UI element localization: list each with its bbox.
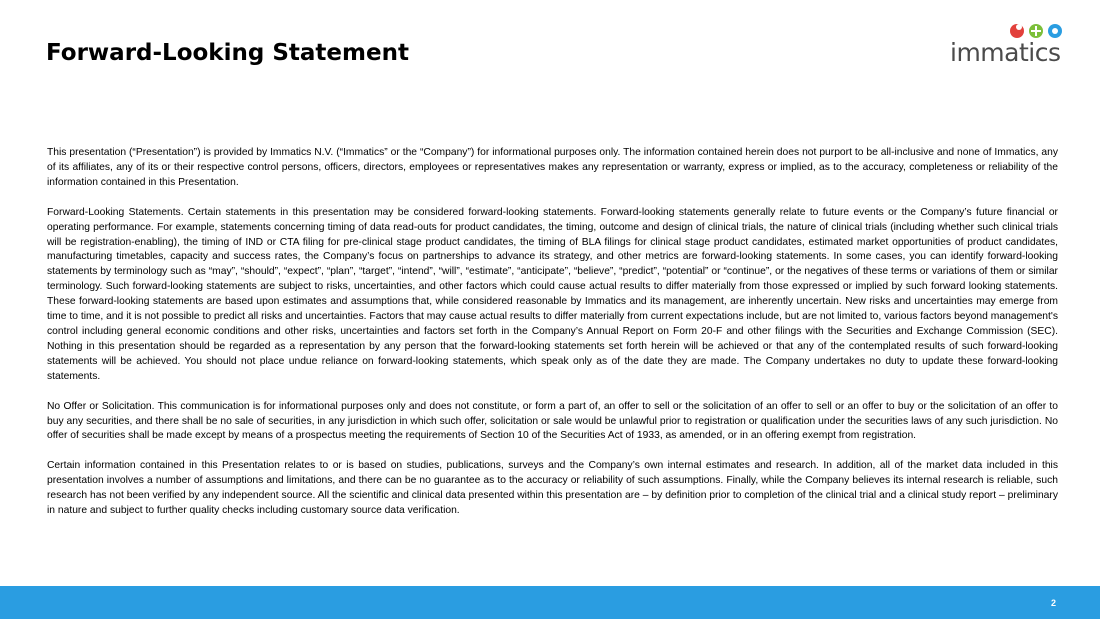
logo-text: immatics (950, 38, 1061, 67)
slide-title: Forward-Looking Statement (46, 40, 409, 66)
paragraph-market-data: Certain information contained in this Presentation relates to or is based on studies, publications, surveys and the Company’s own internal estimates and research. In addition, all of the market data included in this presentation involves a number of assumptions and limitations, and there can be no guarantee as to the accuracy or reliability of such assumptions. Finally, while the Company believes its internal research is reliable, such research has not been verified by any independent source. All the scientific and clinical data presented within this presentation are – by definition prior to completion of the clinical trial and a clinical study report – preliminary in nature and subject to further quality checks including customary source data verification. (47, 460, 1058, 517)
paragraph-forward-looking: Forward-Looking Statements. Certain statements in this presentation may be considered forward-looking statements. Forward-looking statements generally relate to future events or the Company’s future financial or operating performance. For example, statements concerning timing of data read-outs for product candidates, the timing, outcome and design of clinical trials, the nature of clinical trials (including whether such clinical trials will be registration-enabling), the timing of IND or CTA filing for pre-clinical stage product candidates, the timing of BLA filings for clinical stage product candidates, estimated market opportunities of product candidates, manufacturing timetables, capacity and success rates, the Company’s focus on partnerships to advance its strategy, and other metrics are forward-looking statements. In some cases, you can identify forward-looking statements by terminology such as “may”, “should”, “expect”, “plan”, “target”, “intend”, “will”, “estimate”, “anticipate”, “believe”, “predict”, “potential” or “continue”, or the negatives of these terms or variations of them or similar terminology. Such forward-looking statements are subject to risks, uncertainties, and other factors which could cause actual results to differ materially from those expressed or implied by such forward looking statements. These forward-looking statements are based upon estimates and assumptions that, while considered reasonable by Immatics and its management, are inherently uncertain. New risks and uncertainties may emerge from time to time, and it is not possible to predict all risks and uncertainties. Factors that may cause actual results to differ materially from current expectations include, but are not limited to, various factors beyond management's control including general economic conditions and other risks, uncertainties and factors set forth in the Company’s Annual Report on Form 20-F and other filings with the Securities and Exchange Commission (SEC). Nothing in this presentation should be regarded as a representation by any person that the forward-looking statements set forth herein will be achieved or that any of the contemplated results of such forward-looking statements will be achieved. You should not place undue reliance on forward-looking statements, which speak only as of the date they are made. The Company undertakes no duty to update these forward-looking statements. (47, 206, 1058, 382)
paragraph-no-offer: No Offer or Solicitation. This communication is for informational purposes only and does not constitute, or form a part of, an offer to sell or the solicitation of an offer to sell or an offer to buy or the solicitation of an offer to buy any securities, and there shall be no sale of securities, in any jurisdiction in which such offer, solicitation or sale would be unlawful prior to registration or qualification under the securities laws of any such jurisdiction. No offer of securities shall be made except by means of a prospectus meeting the requirements of Section 10 of the Securities Act of 1933, as amended, or in an offering exempt from registration. (47, 400, 1058, 442)
company-logo (950, 22, 1068, 68)
paragraph-intro: This presentation (“Presentation”) is provided by Immatics N.V. (“Immatics” or the “Company”) for informational purposes only. The information contained herein does not purport to be all-inclusive and none of Immatics, any of its affiliates, any of its or their respective control persons, officers, directors, employees or representatives makes any representation or warranty, express or implied, as to the accuracy, completeness or reliability of the information contained in this Presentation. (47, 147, 1058, 188)
footer-bar (0, 586, 1100, 619)
page-number: 2 (1050, 598, 1056, 608)
disclaimer-body (47, 146, 1058, 534)
